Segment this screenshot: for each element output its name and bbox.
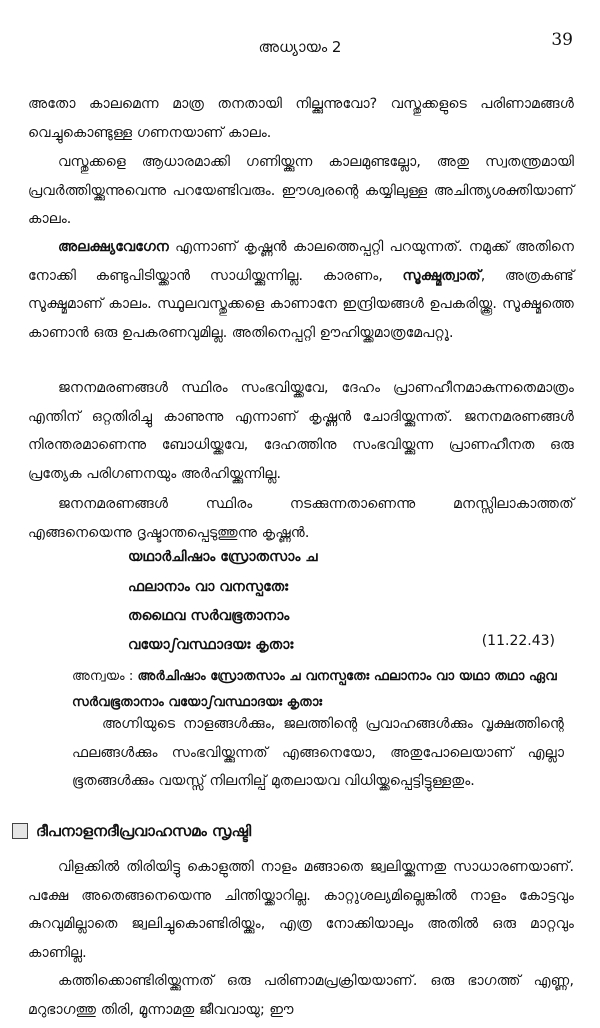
paragraph-3-text-1: എന്നാണ് കൃഷ്ണൻ കാലത്തെപ്പറ്റി പറയുന്നത്. നമുക്ക് അതിനെ നോക്കി കണ്ടുപിടിയ്ക്കാൻ സാധിയ്ക്കുന്നില്ല. കാരണം, (28, 239, 574, 284)
square-bullet-icon (12, 823, 28, 839)
verse-line-3: തഥൈവ സർവഭൂതാനാം (128, 608, 290, 624)
paragraph-3 (28, 233, 574, 347)
anvayam-text: അർചിഷാം സ്രോതസാം ച വനസ്പതേഃ ഫലാനാം വാ യഥാ തഥാ ഏവ സർവഭൂതാനാം വയോഽവസ്ഥാദയഃ കൃതാഃ (72, 669, 557, 710)
page-number: 39 (551, 30, 573, 50)
anvayam-block (72, 664, 564, 716)
bold-term-sookshmatvat: സൂക്ഷ്മത്വാത് (402, 267, 481, 284)
paragraph-3-text-2: , അത്രകണ്ട് സൂക്ഷ്മമാണ് കാലം. സ്ഥൂലവസ്തുക്കളെ കാണാനേ ഇന്ദ്രിയങ്ങൾ ഉപകരിയ്ക്കൂ. സൂക്ഷ്മത്തെ കാണാൻ ഒരു ഉപകരണവുമില്ല. അതിനെപ്പറ്റി ഊഹിയ്ക്കമാത്രമേപറ്റൂ. (28, 267, 575, 341)
section-title: ദീപനാളനദീപ്രവാഹസമം സൃഷ്ടി (36, 822, 252, 840)
bold-term-alakshyavegena: അലക്ഷ്യവേഗേന (58, 239, 169, 255)
section-heading (12, 822, 251, 840)
section-paragraph-2: കത്തിക്കൊണ്ടിരിയ്ക്കുന്നത് ഒരു പരിണാമപ്രക്രിയയാണ്. ഒരു ഭാഗത്ത് എണ്ണ, മറുഭാഗത്തു തിരി, മൂന്നാമതു ജീവവായു; ഈ (28, 973, 574, 1018)
verse-line-2: ഫലാനാം വാ വനസ്പതേഃ (128, 579, 289, 595)
verse-meaning: അഗ്നിയുടെ നാളങ്ങൾക്കും, ജലത്തിന്റെ പ്രവാഹങ്ങൾക്കും വൃക്ഷത്തിന്റെ ഫലങ്ങൾക്കും സംഭവിയ്ക്കുന്നത് എങ്ങനെയോ, അതുപോലെയാണ് എല്ലാ ഭൂതങ്ങൾക്കും വയസ്സ് നിലനില്പ് മുതലായവ വിധിയ്ക്കപ്പെട്ടിട്ടുള്ളതും. (72, 716, 564, 789)
paragraph-5: ജനനമരണങ്ങൾ സ്ഥിരം നടക്കുന്നതാണെന്നു മനസ്സിലാകാത്തത് എങ്ങനെയെന്നു ദൃഷ്ടാന്തപ്പെടുത്തുന്നു കൃഷ്ണൻ. (28, 496, 574, 541)
paragraph-1: അതോ കാലമെന്ന മാത്ര തനതായി നില്ക്കുന്നുവോ? വസ്തുക്കളുടെ പരിണാമങ്ങൾ വെച്ചുകൊണ്ടുള്ള ഗണനയാണ് കാലം. (28, 96, 574, 141)
verse-line-4: വയോഽവസ്ഥാദയഃ കൃതാഃ (128, 637, 294, 653)
verse-reference: (11.22.43) (481, 633, 555, 649)
running-title: അധ്യായം 2 (258, 38, 342, 56)
section-paragraph-1: വിളക്കിൽ തിരിയിട്ടു കൊളുത്തി നാളം മങ്ങാതെ ജ്വലിയ്ക്കുന്നതു സാധാരണയാണ്. പക്ഷേ അതെങ്ങനെയെന്നു ചിന്തിയ്ക്കാറില്ല. കാറ്റുശല്യമില്ലെങ്കിൽ നാളം കോട്ടവും കുറവുമില്ലാതെ ജ്വലിച്ചുകൊണ്ടിരിയ്ക്കും, എത്ര നോക്കിയാലും അതിൽ ഒരു മാറ്റവും കാണില്ല. (28, 859, 574, 961)
paragraph-2: വസ്തുക്കളെ ആധാരമാക്കി ഗണിയ്ക്കുന്ന കാലമുണ്ടല്ലോ, അതു സ്വതന്ത്രമായി പ്രവർത്തിയ്ക്കുന്നുവെന്നു പറയേണ്ടിവരും. ഈശ്വരന്റെ കയ്യിലുള്ള അചിന്ത്യശക്തിയാണ് കാലം. (28, 154, 574, 227)
verse-line-1: യഥാർചിഷാം സ്രോതസാം ച (128, 549, 318, 565)
anvayam-label: അന്വയം : (72, 669, 138, 684)
paragraph-4: ജനനമരണങ്ങൾ സ്ഥിരം സംഭവിയ്ക്കവേ, ദേഹം പ്രാണഹീനമാകുന്നതെമാത്രം എന്തിന് ഒറ്റതിരിച്ചു കാണുന്നു എന്നാണ് കൃഷ്ണൻ ചോദിയ്ക്കുന്നത്. ജനനമരണങ്ങൾ നിരന്തരമാണെന്നു ബോധിയ്ക്കവേ, ദേഹത്തിനു സംഭവിയ്ക്കുന്ന പ്രാണഹീനത ഒരു പ്രത്യേക പരിഗണനയും അർഹിയ്ക്കുന്നില്ല. (28, 380, 574, 482)
